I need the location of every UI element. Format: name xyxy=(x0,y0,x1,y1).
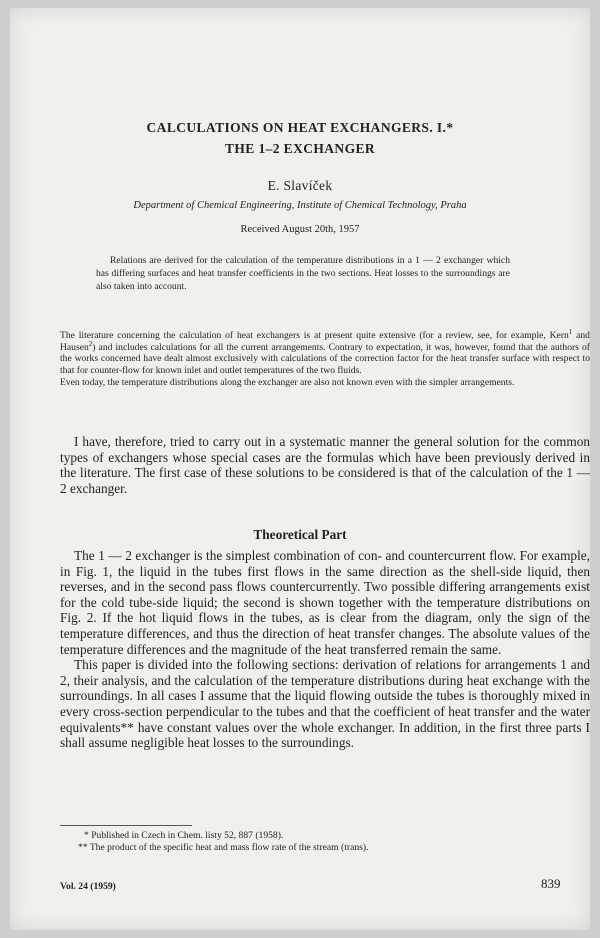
body-theoretical xyxy=(60,548,590,751)
body-paragraph: This paper is divided into the following sections: derivation of relations for arrangements 1 and 2, their analysis, and the calculation of the temperature distributions during heat exchange with the surroundings. In all cases I assume that the liquid flowing outside the tubes is thoroughly mixed in every cross-section perpendicular to the tubes and that the coefficient of heat transfer and the water equivalents** have constant values over the whole exchanger. In addition, in the first three parts I shall assume negligible heat losses to the surroundings. xyxy=(60,657,590,751)
body-paragraph: The 1 — 2 exchanger is the simplest combination of con- and countercurrent flow. For example, in Fig. 1, the liquid in the tubes first flows in the same direction as the shell-side liquid, then reverses, and in the second pass flows countercurrently. Two possible differing arrangements exist for the cold tube-side liquid; the second is shown together with the temperature distributions on Fig. 2. If the hot liquid flows in the tubes, as is clear from the diagram, only the sign of the temperature differences, and thus the direction of heat transfer changes. The absolute values of the temperature differences and the magnitude of the heat transferred remain the same. xyxy=(60,548,590,657)
affiliation: Department of Chemical Engineering, Institute of Chemical Technology, Praha xyxy=(133,200,467,211)
body-intro xyxy=(60,434,590,496)
body-paragraph: I have, therefore, tried to carry out in a systematic manner the general solution for the common types of exchangers whose special cases are the formulas which have been previously derived in the literature. The first case of these solutions to be considered is that of the calculation of the 1 — 2 exchanger. xyxy=(60,434,590,496)
title-line-2: THE 1–2 EXCHANGER xyxy=(224,141,376,156)
abstract-text: Relations are derived for the calculation of the temperature distributions in a 1 — 2 exchanger which has differing surfaces and heat transfer coefficients in the two sections. Heat losses to the surroundings are also taken into account. xyxy=(96,255,510,292)
footnote: * Published in Czech in Chem. listy 52, 887 (1958). xyxy=(84,830,284,841)
intro-paragraph: The literature concerning the calculation of heat exchangers is at present quite extensive (for a review, see, for example, Kern$^1$ and Hausen$^2$) and includes calculations for all the current arrangements. Contrary to expectation, it was, however, found that the authors of the works concerned have dealt almost exclusively with calculations of the correction factor for the heat transfer surface with respect to that for counter-flow for known inlet and outlet temperatures of the two fluids. xyxy=(60,327,590,376)
footnote: ** The product of the specific heat and mass flow rate of the stream (trans). xyxy=(78,842,369,853)
intro-paragraph: Even today, the temperature distributions along the exchanger are also not known even with the simpler arrangements. xyxy=(60,377,515,388)
footnote-rule xyxy=(60,825,192,826)
section-heading: Theoretical Part xyxy=(253,527,347,542)
page-number: 839 xyxy=(541,876,561,891)
intro-small-print xyxy=(60,327,590,390)
reference-2: 2 xyxy=(88,339,93,348)
author: E. Slavíček xyxy=(267,178,333,193)
title-line-1: CALCULATIONS ON HEAT EXCHANGERS. I.* xyxy=(146,120,454,135)
abstract xyxy=(96,254,510,293)
received-date: Received August 20th, 1957 xyxy=(240,224,360,235)
reference-1: 1 xyxy=(568,327,573,336)
footnotes xyxy=(60,830,560,854)
volume-label: Vol. 24 (1959) xyxy=(60,881,116,892)
